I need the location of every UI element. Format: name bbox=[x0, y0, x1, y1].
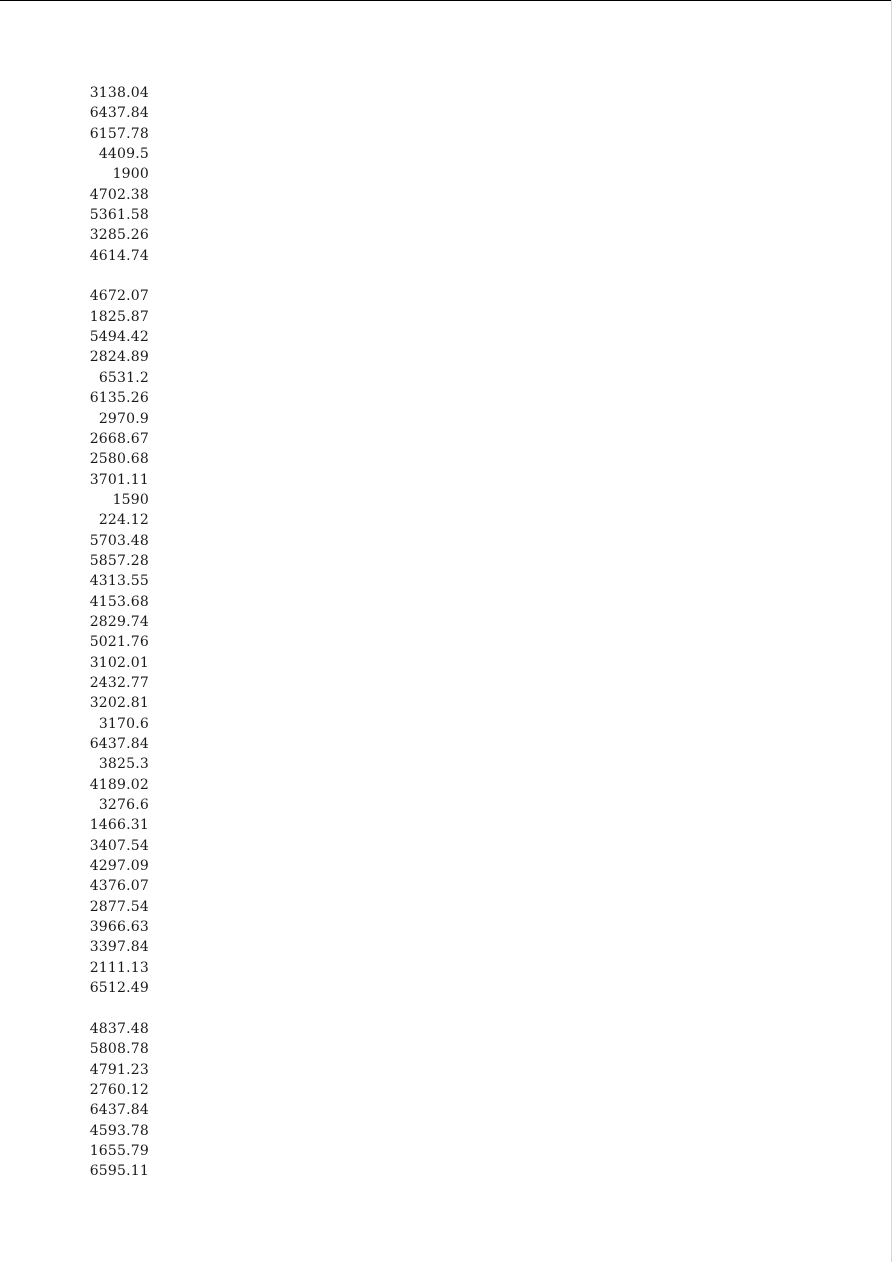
number-cell: 6437.84 bbox=[89, 736, 149, 752]
number-cell: 3285.26 bbox=[89, 227, 149, 244]
number-cell: 4837.48 bbox=[89, 1020, 149, 1037]
number-cell: 4672.07 bbox=[89, 288, 149, 305]
number-cell: 3407.54 bbox=[89, 837, 149, 854]
number-column bbox=[86, 83, 149, 1182]
number-cell: 5361.58 bbox=[89, 207, 149, 224]
number-cell: 5021.76 bbox=[89, 634, 149, 651]
number-cell: 2970.9 bbox=[98, 410, 149, 427]
number-cell: 3170.6 bbox=[98, 715, 149, 732]
number-cell: 6437.84 bbox=[89, 1102, 149, 1119]
number-cell: 6157.78 bbox=[89, 125, 149, 142]
number-cell: 3102.01 bbox=[89, 654, 149, 671]
number-cell: 6135.26 bbox=[89, 390, 149, 407]
top-border-line bbox=[0, 0, 892, 1]
number-cell: 2432.77 bbox=[89, 674, 149, 691]
number-cell: 2829.74 bbox=[89, 613, 149, 630]
number-cell: 4189.02 bbox=[89, 776, 149, 793]
number-cell: 1825.87 bbox=[89, 308, 149, 325]
number-cell: 3276.6 bbox=[98, 797, 149, 814]
number-cell: 6595.11 bbox=[89, 1163, 149, 1180]
number-cell: 3202.81 bbox=[89, 695, 149, 712]
number-cell: 1590 bbox=[112, 491, 149, 508]
number-cell: 6437.84 bbox=[89, 105, 149, 122]
number-cell: 2580.68 bbox=[89, 451, 149, 468]
number-cell: 3397.84 bbox=[89, 939, 149, 956]
number-cell: 5808.78 bbox=[89, 1041, 149, 1058]
number-cell: 6531.2 bbox=[98, 369, 149, 386]
number-cell: 4702.38 bbox=[89, 186, 149, 203]
number-cell: 2760.12 bbox=[89, 1081, 149, 1098]
number-cell: 224.12 bbox=[98, 512, 149, 529]
number-cell: 2668.67 bbox=[89, 430, 149, 447]
number-cell: 4791.23 bbox=[89, 1061, 149, 1078]
number-cell: 2824.89 bbox=[89, 349, 149, 366]
number-cell: 2111.13 bbox=[89, 959, 149, 976]
number-cell bbox=[86, 266, 149, 286]
number-cell: 1466.31 bbox=[89, 817, 149, 834]
number-cell: 2877.54 bbox=[89, 898, 149, 915]
number-cell: 4376.07 bbox=[89, 878, 149, 895]
number-cell: 5494.42 bbox=[89, 329, 149, 346]
number-cell: 3825.3 bbox=[98, 756, 149, 773]
number-cell: 4153.68 bbox=[89, 593, 149, 610]
number-cell: 5703.48 bbox=[89, 532, 149, 549]
number-cell bbox=[86, 998, 149, 1018]
number-cell: 4409.5 bbox=[98, 146, 149, 163]
number-cell: 1900 bbox=[112, 166, 149, 183]
number-cell: 4313.55 bbox=[89, 573, 149, 590]
number-cell: 3701.11 bbox=[89, 471, 149, 488]
number-cell: 5857.28 bbox=[89, 552, 149, 569]
number-cell: 3138.04 bbox=[89, 85, 149, 101]
number-cell: 3966.63 bbox=[89, 919, 149, 936]
number-cell: 4593.78 bbox=[89, 1122, 149, 1139]
number-cell: 6512.49 bbox=[89, 980, 149, 997]
number-cell: 4614.74 bbox=[89, 247, 149, 264]
number-cell: 1655.79 bbox=[89, 1142, 149, 1159]
number-cell: 4297.09 bbox=[89, 858, 149, 875]
